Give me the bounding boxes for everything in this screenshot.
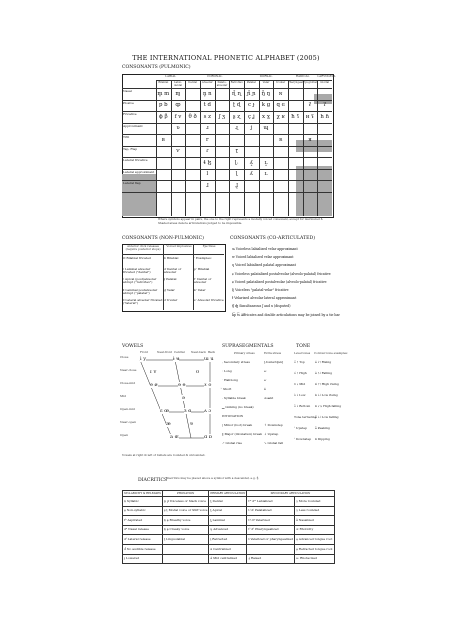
diacritic-cell: tʰ Aspirated bbox=[123, 516, 163, 526]
pulmonic-column-header: Bilabial bbox=[158, 81, 169, 84]
rule bbox=[122, 254, 224, 255]
ipa-symbol: ʟ̝ bbox=[264, 159, 268, 166]
diacritic-cell: i̠ Retracted bbox=[209, 535, 247, 545]
diacritic-cell: t̼ Linguolabial bbox=[162, 535, 208, 545]
ipa-symbol: ʋ bbox=[176, 125, 180, 131]
supra-example: [ˌfoʊnəˈtɪʃən] bbox=[264, 360, 284, 364]
ipa-symbol: ɭ˔ bbox=[234, 159, 239, 166]
ipa-symbol: ⱱ bbox=[176, 148, 180, 154]
vowel-symbol: ə bbox=[182, 395, 185, 401]
supra-example: eˑ bbox=[264, 378, 267, 382]
section-tone: TONE bbox=[296, 344, 311, 349]
tone-level: ȍ ˩ Bottom bbox=[294, 404, 311, 408]
supra-example: ↓ Upstep bbox=[264, 432, 279, 436]
rule bbox=[122, 100, 332, 101]
diacritics-group-header: PRIMARY ARTICULATION bbox=[210, 491, 246, 495]
rule bbox=[122, 157, 332, 158]
diacritics-group-header: SYLLABICITY & RELEASES bbox=[124, 491, 161, 495]
diacritic-cell: d̚ No audible release bbox=[123, 544, 163, 554]
tone-level: ꜜ Downstep bbox=[294, 437, 312, 441]
vowel-symbol: e ø bbox=[150, 382, 158, 388]
pulmonic-column-header: Pharyngeal bbox=[288, 81, 303, 84]
nonpulmonic-entry: ʄ Palatal bbox=[164, 277, 177, 281]
vowel-column-label: Front bbox=[140, 350, 148, 354]
pulmonic-row-label: Lateral approximant bbox=[123, 169, 155, 174]
vowel-row-label: Near-close bbox=[120, 368, 137, 372]
pulmonic-column-header: Retroflex bbox=[230, 81, 243, 84]
diacritic-cell: n̩ Syllabic bbox=[123, 497, 163, 507]
ipa-symbol: ɱ bbox=[175, 90, 181, 97]
diacritic-cell: dˡ Lateral release bbox=[123, 535, 163, 545]
diacritic-cell: ə˞ Rhotacized bbox=[295, 554, 335, 564]
diacritic-cell: ë Centralized bbox=[209, 544, 247, 554]
section-diacritics: DIACRITICS bbox=[138, 478, 168, 483]
table-row bbox=[123, 535, 335, 545]
vowel-symbol: ɘ ɵ bbox=[178, 382, 186, 388]
diacritic-cell: e̙ Retracted tongue root bbox=[295, 544, 335, 554]
ipa-symbol: ɺ bbox=[205, 182, 209, 189]
nonpulmonic-entry: kʼ Velar bbox=[194, 287, 206, 292]
nonpulmonic-header: Anterior click releases (require posterior stops) bbox=[125, 244, 161, 251]
ipa-symbol: t d bbox=[203, 102, 211, 108]
nonpulmonic-entry: ɗ Dental or alveolar bbox=[164, 266, 182, 274]
supra-example: eː bbox=[264, 369, 267, 373]
ipa-symbol: ɴ bbox=[278, 90, 283, 97]
ipa-symbol: ɾ bbox=[206, 148, 209, 154]
supra-header: Primary stress bbox=[234, 351, 255, 355]
tone-contour: e᷇ Peaking bbox=[315, 426, 330, 430]
pulmonic-column-header: Alveolar bbox=[201, 81, 213, 84]
rule bbox=[122, 134, 332, 135]
vowel-symbol: ɜ ɞ bbox=[184, 408, 192, 414]
vowel-column-label: Central bbox=[174, 350, 185, 354]
diacritic-cell: ɔ̹ More rounded bbox=[295, 497, 335, 507]
nonpulmonic-entry: ǀ Laminal alveolar fricated ("dental") bbox=[123, 266, 151, 274]
vowel-symbol: ɯ u bbox=[204, 356, 214, 362]
ipa-symbol: ɹ bbox=[205, 125, 209, 131]
vowel-column-label: Near-front bbox=[157, 350, 173, 354]
pulmonic-group-label: DORSAL bbox=[259, 74, 273, 78]
page-title: THE INTERNATIONAL PHONETIC ALPHABET (2005) bbox=[132, 54, 320, 62]
tone-contour: e᷆ ˨˩ Low falling bbox=[315, 415, 339, 419]
ipa-symbol: θ ð bbox=[188, 113, 197, 120]
diacritics-group-header: SECONDARY ARTICULATION bbox=[247, 491, 334, 497]
supra-entry: | Minor (foot) break bbox=[222, 423, 253, 427]
ipa-symbol: x ɣ bbox=[261, 113, 270, 120]
ipa-symbol: p b bbox=[159, 102, 168, 108]
ipa-symbol: n̥ n bbox=[202, 90, 212, 97]
pulmonic-group-label: CORONAL bbox=[207, 74, 223, 78]
supra-entry: . Syllable break bbox=[222, 396, 246, 400]
nonpulmonic-entry: ʼ Examples: bbox=[194, 256, 212, 260]
pulmonic-note: Where symbols appear in pairs, the one to the right represents a modally voiced consonant, except for murmured ɦ. bbox=[158, 217, 324, 221]
diacritic-cell: ɫ Velarized or pharyngealized bbox=[247, 535, 295, 545]
vowel-row-label: Close-mid bbox=[120, 381, 136, 385]
supra-example: ↑ Downstep bbox=[264, 423, 283, 427]
section-pulmonic: CONSONANTS (PULMONIC) bbox=[122, 65, 191, 70]
tone-contour: e᷄ ˦˥ High rising bbox=[315, 382, 339, 386]
ipa-symbol: q ɢ bbox=[276, 102, 285, 108]
nonpulmonic-entry: ǃ Apical (post)alveolar abrupt ("retroflex") bbox=[123, 277, 157, 285]
diacritic-cell: dⁿ Nasal release bbox=[123, 525, 163, 535]
section-coarticulated: CONSONANTS (CO-ARTICULATED) bbox=[230, 236, 316, 241]
diacritic-cell: e̽ Mid centralized bbox=[209, 554, 247, 564]
pulmonic-column-header: Epi-glottal bbox=[303, 81, 317, 84]
rule bbox=[122, 146, 332, 147]
ipa-symbol: f v bbox=[174, 113, 182, 120]
tone-contour: e᷈ ˧˦˧ High falling bbox=[315, 404, 342, 408]
vowel-symbol: ɛ œ bbox=[160, 408, 170, 414]
coarticulated-entry: ʍ Voiceless labialized velar approximant bbox=[232, 247, 298, 251]
pulmonic-group-label: RADICAL bbox=[295, 74, 310, 78]
ipa-symbol: ɽ bbox=[235, 148, 238, 154]
ipa-symbol: ɻ bbox=[235, 125, 239, 131]
pulmonic-column-header: Velar bbox=[262, 81, 270, 84]
pulmonic-column-header: Dental bbox=[188, 81, 198, 84]
pulmonic-group-label: LABIAL bbox=[165, 74, 177, 78]
ipa-symbol: ç ʝ bbox=[247, 113, 255, 120]
tone-level: ō ˧ Mid bbox=[294, 382, 306, 386]
nonpulmonic-entry: pʼ Bilabial bbox=[194, 266, 210, 271]
diacritic-cell: ɔ̜ Less rounded bbox=[295, 506, 335, 516]
coarticulated-entry: ɧ Voiceless "palatal-velar" fricative bbox=[232, 288, 289, 292]
ipa-symbol: ɸ β bbox=[159, 113, 168, 120]
supra-entry: ̆ Short bbox=[222, 387, 232, 391]
ipa-chart bbox=[118, 54, 348, 586]
ipa-symbol: l bbox=[206, 171, 209, 177]
ipa-symbol: ŋ̊ ŋ bbox=[261, 90, 271, 97]
pulmonic-row-label: Fricative bbox=[123, 112, 137, 116]
tone-level: ő ˥ Top bbox=[294, 360, 305, 364]
vowel-symbol: a ɶ bbox=[170, 434, 179, 440]
ipa-symbol: χ ʁ bbox=[276, 113, 285, 120]
ipa-symbol: j bbox=[250, 125, 253, 131]
ipa-symbol: ʎ bbox=[249, 171, 253, 177]
ipa-symbol: ʙ bbox=[161, 136, 165, 143]
section-nonpulmonic: CONSONANTS (NON-PULMONIC) bbox=[122, 236, 204, 241]
ipa-symbol: ʎ̝ bbox=[249, 159, 253, 166]
coarticulated-entry: ʧ ʤ Simultaneous ʃ and x (disputed) bbox=[232, 304, 291, 309]
pulmonic-column-header: Uvular bbox=[276, 81, 286, 84]
rule bbox=[122, 192, 332, 193]
vowel-symbol: ʊ bbox=[196, 369, 200, 375]
diacritic-cell: n̥ d̥ Voiceless or Slack voice bbox=[162, 497, 208, 507]
pulmonic-column-header: Labio-dental bbox=[173, 81, 183, 87]
ipa-symbol: m̥ m bbox=[157, 90, 170, 97]
rule bbox=[122, 123, 332, 124]
diacritic-cell bbox=[162, 554, 208, 564]
tone-level: ꜛ Upstep bbox=[294, 426, 307, 430]
tone-contour: ê ˥˩ Falling bbox=[315, 371, 333, 375]
diacritics-group-header: PHONATION bbox=[162, 491, 208, 497]
pulmonic-note: Shaded areas denote articulations judged to be impossible. bbox=[158, 221, 243, 225]
diacritic-cell: ɪ̞ Lowered bbox=[123, 554, 163, 564]
supra-entry: INTONATION bbox=[222, 414, 244, 418]
nonpulmonic-entry: ɓ Bilabial bbox=[164, 256, 179, 260]
vowel-symbol: ɪ ʏ bbox=[150, 369, 157, 375]
diacritics-table bbox=[122, 490, 335, 564]
pulmonic-row-label: Lateral flap bbox=[123, 181, 141, 185]
diacritic-cell: ẽ Nasalized bbox=[295, 516, 335, 526]
vowel-row-label: Near-open bbox=[120, 420, 137, 424]
ipa-symbol: h ɦ bbox=[320, 113, 329, 120]
table-row bbox=[123, 506, 335, 516]
diacritic-cell bbox=[162, 544, 208, 554]
vowel-row-label: Mid bbox=[120, 394, 126, 398]
diacritic-cell: tʷ dʷ Labialized bbox=[247, 497, 295, 507]
vowel-column-label: Back bbox=[208, 350, 215, 354]
supra-example: ĕ bbox=[264, 387, 266, 391]
ipa-symbol: ɬ ɮ bbox=[203, 159, 212, 166]
nonpulmonic-entry: ʘ Bilabial fricated bbox=[123, 256, 151, 260]
diacritic-cell: e̯ Non-syllabic bbox=[123, 506, 163, 516]
pulmonic-row-label: Tap, Flap bbox=[123, 146, 138, 151]
nonpulmonic-entry: ǂ Laminal postalveolar abrupt ("palatal") bbox=[123, 287, 158, 295]
nonpulmonic-header: Voiced implosives bbox=[166, 244, 192, 248]
nonpulmonic-entry: tʼ Dental or alveolar bbox=[194, 277, 212, 285]
pulmonic-column-header: Palato-alveolar bbox=[216, 81, 228, 87]
supra-entry: ‿ Linking (no break) bbox=[222, 405, 254, 409]
ipa-symbol: ȹ bbox=[175, 102, 181, 108]
table-row bbox=[123, 544, 335, 554]
coarticulated-entry: k͡p t͡s Affricates and double articulations may be joined by a tie bar bbox=[232, 312, 340, 317]
supra-entry: ˑ Half-long bbox=[222, 378, 238, 382]
pulmonic-row-label: Approximant bbox=[123, 123, 143, 128]
diacritic-cell bbox=[247, 544, 295, 554]
nonpulmonic-entry: ɠ Velar bbox=[164, 287, 175, 292]
ipa-symbol: ʃ ʒ bbox=[218, 113, 226, 120]
ipa-symbol: ʔ bbox=[323, 102, 327, 108]
supra-example: ɹi.ækt bbox=[264, 396, 274, 400]
ipa-symbol: ʈ ɖ bbox=[232, 102, 241, 108]
supra-entry: ː Long bbox=[222, 369, 232, 373]
ipa-symbol: s z bbox=[203, 113, 211, 120]
pulmonic-row-label: Lateral fricative bbox=[123, 158, 148, 162]
ipa-symbol: c ɟ bbox=[248, 102, 255, 108]
tone-contour: ě ˩˥ Rising bbox=[315, 360, 332, 364]
rule bbox=[122, 180, 332, 181]
table-row bbox=[123, 525, 335, 535]
ipa-symbol: ɰ bbox=[263, 125, 269, 131]
diacritic-cell: tʲ dʲ Palatalized bbox=[247, 506, 295, 516]
coarticulated-entry: ʑ Voiced palatalized postalveolar (alveolo-palatal) fricative bbox=[232, 279, 327, 284]
coarticulated-entry: w Voiced labialized velar approximant bbox=[232, 255, 294, 260]
vowel-column-label: Near-back bbox=[191, 350, 206, 354]
vowel-symbol: ɨ ʉ bbox=[173, 356, 180, 362]
tone-level: ó ˦ High bbox=[294, 371, 307, 375]
ipa-symbol: ʂ ʐ bbox=[232, 113, 241, 120]
ipa-symbol: ɺ̢ bbox=[235, 182, 238, 189]
nonpulmonic-header: Ejectives bbox=[202, 244, 216, 248]
diacritic-cell: b̰ a̰ Creaky voice bbox=[162, 525, 208, 535]
pulmonic-column-header: Glottal bbox=[320, 81, 330, 84]
diacritic-cell: t̻ Laminal bbox=[209, 516, 247, 526]
diacritic-cell: tˠ dˠ Velarized bbox=[247, 516, 295, 526]
section-suprasegmentals: SUPRASEGMENTALS bbox=[222, 344, 274, 349]
ipa-symbol: ʀ bbox=[279, 136, 283, 143]
vowel-row-label: Close bbox=[120, 355, 129, 359]
vowel-symbol: ɐ bbox=[190, 421, 193, 427]
vowel-symbol: i y bbox=[140, 356, 147, 362]
diacritic-cell: u̟ Advanced bbox=[209, 525, 247, 535]
supra-example: ↘ Global fall bbox=[264, 441, 284, 445]
diacritic-cell: tˤ dˤ Pharyngealized bbox=[247, 525, 295, 535]
vowel-row-label: Open bbox=[120, 433, 129, 437]
supra-entry: ‖ Major (intonation) break bbox=[222, 432, 262, 436]
diacritic-cell: b̤ a̤ Breathy voice bbox=[162, 516, 208, 526]
ipa-symbol: я bbox=[308, 136, 312, 143]
ipa-symbol: ʡ bbox=[308, 102, 312, 108]
supra-header: Extra stress bbox=[264, 351, 282, 355]
vowel-symbol: æ bbox=[166, 421, 171, 427]
ipa-symbol: ɳ̊ ɳ bbox=[232, 90, 242, 97]
nonpulmonic-entry: sʼ Alveolar fricative bbox=[194, 298, 224, 302]
vowel-symbol: ɤ o bbox=[204, 382, 212, 388]
pulmonic-row-label: Nasal bbox=[123, 89, 132, 93]
tone-header: Level tones bbox=[294, 351, 311, 355]
diacritic-cell: t̺ Apical bbox=[209, 506, 247, 516]
pulmonic-column-header: Palatal bbox=[246, 81, 256, 84]
nonpulmonic-entry: ʛ Uvular bbox=[164, 298, 178, 302]
diacritic-cell: ɚ Rhoticity bbox=[295, 525, 335, 535]
section-vowels: VOWELS bbox=[122, 344, 144, 349]
rule bbox=[122, 88, 332, 89]
diacritics-intro: Diacritics may be placed above a symbol with a descender, e.g. ŋ̊ bbox=[166, 476, 259, 480]
vowel-symbol: ʌ ɔ bbox=[204, 408, 212, 414]
tone-contour: e᷅ ˩˨ Low rising bbox=[315, 393, 338, 397]
table-row bbox=[123, 554, 335, 564]
ipa-symbol: ɭ bbox=[235, 171, 238, 177]
diacritic-cell: e̘ Advanced tongue root bbox=[295, 535, 335, 545]
diacritic-cell: t̪ Dental bbox=[209, 497, 247, 507]
tone-level: ò ˨ Low bbox=[294, 393, 306, 397]
vowel-row-label: Open-mid bbox=[120, 407, 135, 411]
vowel-note: Vowels at right & left of bullets are rounded & unrounded. bbox=[122, 453, 206, 457]
nonpulmonic-entry: ǁ Lateral alveolar fricated ("lateral") bbox=[123, 298, 163, 306]
ipa-symbol: ħ ʕ bbox=[291, 113, 300, 120]
ipa-symbol: ɲ̊ ɲ bbox=[247, 90, 256, 97]
rule bbox=[122, 111, 332, 112]
coarticulated-entry: ɕ Voiceless palatalized postalveolar (alveolo-palatal) fricative bbox=[232, 271, 331, 276]
tone-header: Contour-tone examples: bbox=[314, 351, 348, 355]
ipa-symbol: ʜ ʢ bbox=[305, 113, 315, 120]
ipa-symbol: ʟ bbox=[264, 171, 268, 177]
ipa-symbol: r bbox=[206, 136, 209, 143]
coarticulated-entry: ɥ Voiced labialized palatal approximant bbox=[232, 263, 296, 268]
table-row bbox=[123, 497, 335, 507]
pulmonic-group-label: LARYNGEAL bbox=[317, 74, 336, 78]
tone-level: Tone terracing bbox=[294, 415, 317, 419]
diacritic-cell: ɹ̝ Raised bbox=[247, 554, 295, 564]
diacritic-cell: s̬ t̬ Modal voice or Stiff voice bbox=[162, 506, 208, 516]
pulmonic-row-label: Plosive bbox=[123, 100, 134, 105]
supra-entry: ↗ Global rise bbox=[222, 441, 242, 445]
vowel-symbol: ɑ ɒ bbox=[204, 434, 212, 440]
supra-entry: ˌ Secondary stress bbox=[222, 360, 250, 364]
table-row bbox=[123, 516, 335, 526]
pulmonic-row-label: Trill bbox=[123, 135, 130, 139]
coarticulated-entry: ɫ Velarized alveolar lateral approximant bbox=[232, 296, 297, 301]
ipa-symbol: k ɡ bbox=[261, 102, 271, 108]
tone-contour: e᷉ Dipping bbox=[315, 437, 330, 441]
